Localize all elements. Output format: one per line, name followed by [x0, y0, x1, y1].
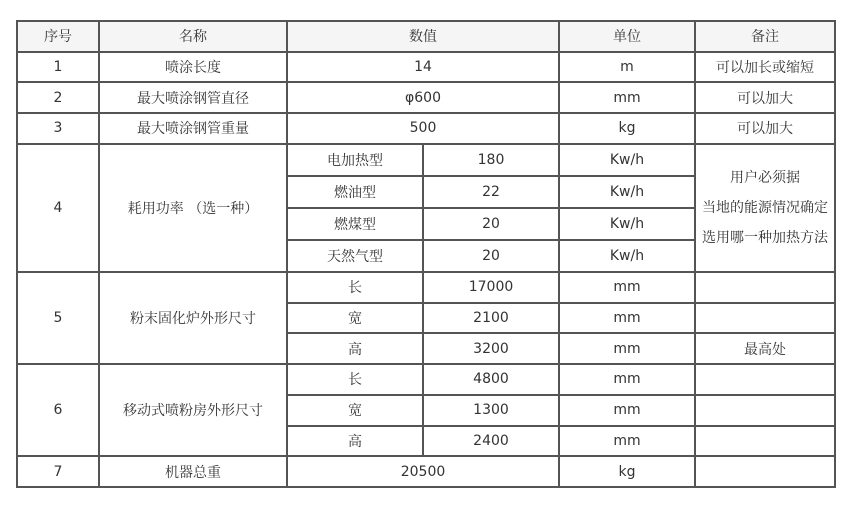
power-type: 燃油型	[287, 176, 423, 208]
table-row	[17, 456, 835, 487]
row-seq: 2	[17, 82, 99, 113]
dim-note	[695, 364, 835, 395]
row-value: 20500	[287, 456, 559, 487]
dim-note	[695, 426, 835, 457]
dim-label: 宽	[287, 395, 423, 426]
row-name: 喷涂长度	[99, 52, 287, 83]
dim-label: 宽	[287, 303, 423, 334]
header-value: 数值	[287, 21, 559, 52]
power-value: 22	[423, 176, 559, 208]
row-seq: 1	[17, 52, 99, 83]
header-unit: 单位	[559, 21, 695, 52]
dim-unit: mm	[559, 395, 695, 426]
power-value: 20	[423, 240, 559, 272]
dim-value: 4800	[423, 364, 559, 395]
table-row	[17, 144, 835, 176]
dim-value: 17000	[423, 272, 559, 303]
row-seq: 7	[17, 456, 99, 487]
power-note	[695, 144, 835, 272]
header-name: 名称	[99, 21, 287, 52]
header-seq: 序号	[17, 21, 99, 52]
row-seq: 4	[17, 144, 99, 272]
row-value: 14	[287, 52, 559, 83]
row-seq: 5	[17, 272, 99, 364]
power-value: 20	[423, 208, 559, 240]
power-unit: Kw/h	[559, 208, 695, 240]
dim-label: 高	[287, 333, 423, 364]
row-note: 可以加长或缩短	[695, 52, 835, 83]
row-unit: m	[559, 52, 695, 83]
dim-unit: mm	[559, 303, 695, 334]
table-row	[17, 272, 835, 303]
spec-table	[16, 20, 836, 488]
header-note: 备注	[695, 21, 835, 52]
dim-note	[695, 303, 835, 334]
row-name: 粉末固化炉外形尺寸	[99, 272, 287, 364]
row-seq: 6	[17, 364, 99, 456]
dim-unit: mm	[559, 272, 695, 303]
power-type: 天然气型	[287, 240, 423, 272]
table-row	[17, 364, 835, 395]
dim-value: 1300	[423, 395, 559, 426]
dim-value: 2400	[423, 426, 559, 457]
dim-label: 长	[287, 364, 423, 395]
power-note-line: 用户必须据	[730, 169, 800, 186]
power-unit: Kw/h	[559, 240, 695, 272]
dim-note	[695, 395, 835, 426]
row-name: 最大喷涂钢管重量	[99, 113, 287, 144]
table-row	[17, 52, 835, 83]
row-name: 机器总重	[99, 456, 287, 487]
row-value: 500	[287, 113, 559, 144]
table-row	[17, 82, 835, 113]
power-note-line: 选用哪一种加热方法	[702, 229, 828, 246]
dim-label: 高	[287, 426, 423, 457]
power-type: 燃煤型	[287, 208, 423, 240]
header-row	[17, 21, 835, 52]
row-unit: mm	[559, 82, 695, 113]
row-value: φ600	[287, 82, 559, 113]
power-unit: Kw/h	[559, 144, 695, 176]
dim-unit: mm	[559, 364, 695, 395]
row-name: 最大喷涂钢管直径	[99, 82, 287, 113]
row-unit: kg	[559, 456, 695, 487]
row-seq: 3	[17, 113, 99, 144]
dim-value: 2100	[423, 303, 559, 334]
power-value: 180	[423, 144, 559, 176]
row-unit: kg	[559, 113, 695, 144]
row-name: 移动式喷粉房外形尺寸	[99, 364, 287, 456]
row-note: 可以加大	[695, 82, 835, 113]
dim-unit: mm	[559, 426, 695, 457]
row-note	[695, 456, 835, 487]
dim-value: 3200	[423, 333, 559, 364]
power-unit: Kw/h	[559, 176, 695, 208]
dim-note: 最高处	[695, 333, 835, 364]
table-row	[17, 113, 835, 144]
dim-unit: mm	[559, 333, 695, 364]
power-type: 电加热型	[287, 144, 423, 176]
row-name: 耗用功率 （选一种）	[99, 144, 287, 272]
row-note: 可以加大	[695, 113, 835, 144]
dim-label: 长	[287, 272, 423, 303]
power-note-line: 当地的能源情况确定	[702, 199, 828, 216]
dim-note	[695, 272, 835, 303]
